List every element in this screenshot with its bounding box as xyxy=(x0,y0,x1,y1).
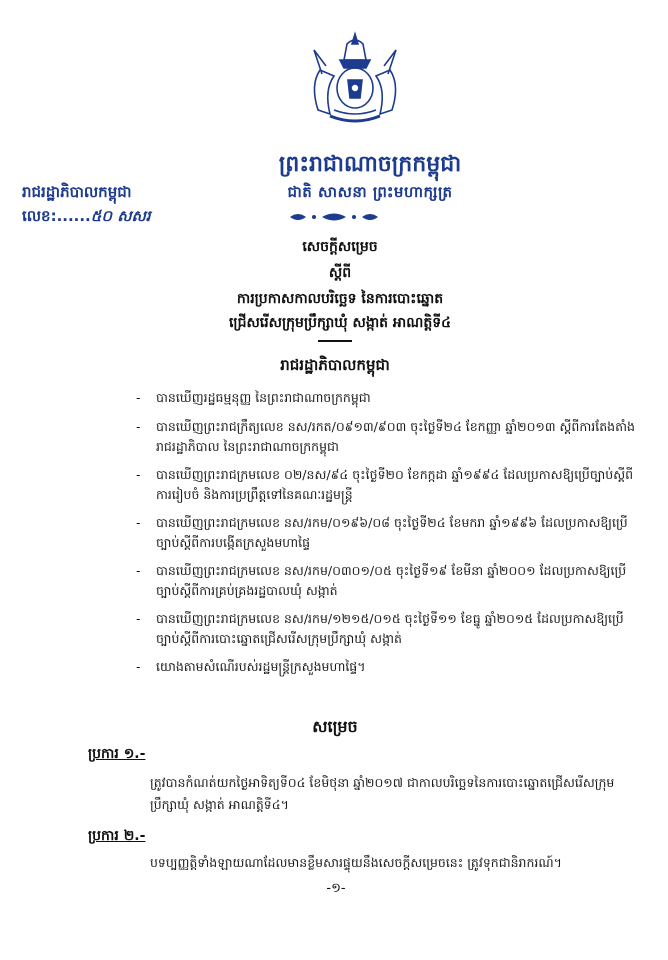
reference-number: ៥០ សសរ xyxy=(90,207,151,225)
decision-subject-line-2: ជ្រើសរើសក្រុមប្រឹក្សាឃុំ សង្កាត់ អាណត្តិទី៤ xyxy=(228,315,452,331)
article-1-text: ត្រូវបានកំណត់យកថ្ងៃអាទិត្យទី០៤ ខែមិថុនា ឆ្នាំ២០១៧ ជាកាលបរិច្ឆេទនៃការបោះឆ្នោតជ្រើសរើសក្រុមប្រឹក្សាឃុំ សង្កាត់ អាណត្តិទី៤។ xyxy=(150,775,615,812)
issuer-heading: រាជរដ្ឋាភិបាលកម្ពុជា xyxy=(280,356,390,374)
list-item: - បានឃើញព្រះរាជក្រមលេខ នស/រកម/០១៩៦/០៨ ចុះថ្ងៃទី២៤ ខែមករា ឆ្នាំ១៩៩៦ ដែលប្រកាសឱ្យប្រើច្បាប់ស្តីពីការបង្កើតក្រសួងមហាផ្ទៃ xyxy=(136,515,628,550)
legal-basis-list xyxy=(136,388,636,677)
decision-subject-label: ស្តីពី xyxy=(328,265,352,281)
article-2-label: ប្រការ ២.- xyxy=(88,828,146,844)
article-2-text: បទប្បញ្ញត្តិទាំងឡាយណាដែលមានខ្លឹមសារផ្ទុយនឹងសេចក្តីសម្រេចនេះ ត្រូវទុកជានិរាករណ៍។ xyxy=(150,855,562,870)
ornament-divider-icon xyxy=(286,211,382,223)
reference-label: លេខ:...... xyxy=(22,207,91,225)
list-item: - បានឃើញព្រះរាជក្រមលេខ ០២/នស/៩៤ ចុះថ្ងៃទី២០ ខែកក្កដា ឆ្នាំ១៩៩៤ ដែលប្រកាសឱ្យប្រើច្បាប់ស្តីពីការរៀបចំ និងការប្រព្រឹត្តទៅនៃគណៈរដ្ឋមន្ត្រី xyxy=(136,467,634,502)
title-underline xyxy=(318,340,352,342)
royal-coat-of-arms-icon xyxy=(300,30,410,130)
reference-number-line xyxy=(22,207,262,229)
decision-heading: សម្រេច xyxy=(312,717,358,736)
list-item: - បានឃើញព្រះរាជក្រឹត្យលេខ នស/រកត/០៩១៣/៩០៣ ចុះថ្ងៃទី២៤ ខែកញ្ញា ឆ្នាំ២០១៣ ស្តីពីការតែងតាំងរាជរដ្ឋាភិបាល នៃព្រះរាជាណាចក្រកម្ពុជា xyxy=(136,419,635,454)
list-item: - បានឃើញរដ្ឋធម្មនុញ្ញ នៃព្រះរាជាណាចក្រកម្ពុជា xyxy=(136,390,371,405)
national-motto: ជាតិ សាសនា ព្រះមហាក្សត្រ xyxy=(287,183,453,201)
article-1-label: ប្រការ ១.- xyxy=(88,746,146,762)
list-item: - យោងតាមសំណើរបស់រដ្ឋមន្ត្រីក្រសួងមហាផ្ទៃ។ xyxy=(136,659,366,674)
decision-subject-line-1: ការប្រកាសកាលបរិច្ឆេទ នៃការបោះឆ្នោត xyxy=(236,291,444,307)
issuing-government: រាជរដ្ឋាភិបាលកម្ពុជា xyxy=(22,183,132,201)
decision-title: សេចក្តីសម្រេច xyxy=(302,239,378,255)
page-number: -១- xyxy=(326,881,346,896)
list-item: - បានឃើញព្រះរាជក្រមលេខ នស/រកម/០៣០១/០៥ ចុះថ្ងៃទី១៩ ខែមីនា ឆ្នាំ២០០១ ដែលប្រកាសឱ្យប្រើច្បាប់ស្តីពីការគ្រប់គ្រងរដ្ឋបាលឃុំ សង្កាត់ xyxy=(136,563,627,598)
kingdom-name: ព្រះរាជាណាចក្រកម្ពុជា xyxy=(278,152,462,177)
list-item: - បានឃើញព្រះរាជក្រមលេខ នស/រកម/១២១៥/០១៥ ចុះថ្ងៃទី១១ ខែធ្នូ ឆ្នាំ២០១៥ ដែលប្រកាសឱ្យប្រើច្បាប់ស្តីពីការបោះឆ្នោតជ្រើសរើសក្រុមប្រឹក្សាឃុំ សង្កាត់ xyxy=(136,611,624,646)
